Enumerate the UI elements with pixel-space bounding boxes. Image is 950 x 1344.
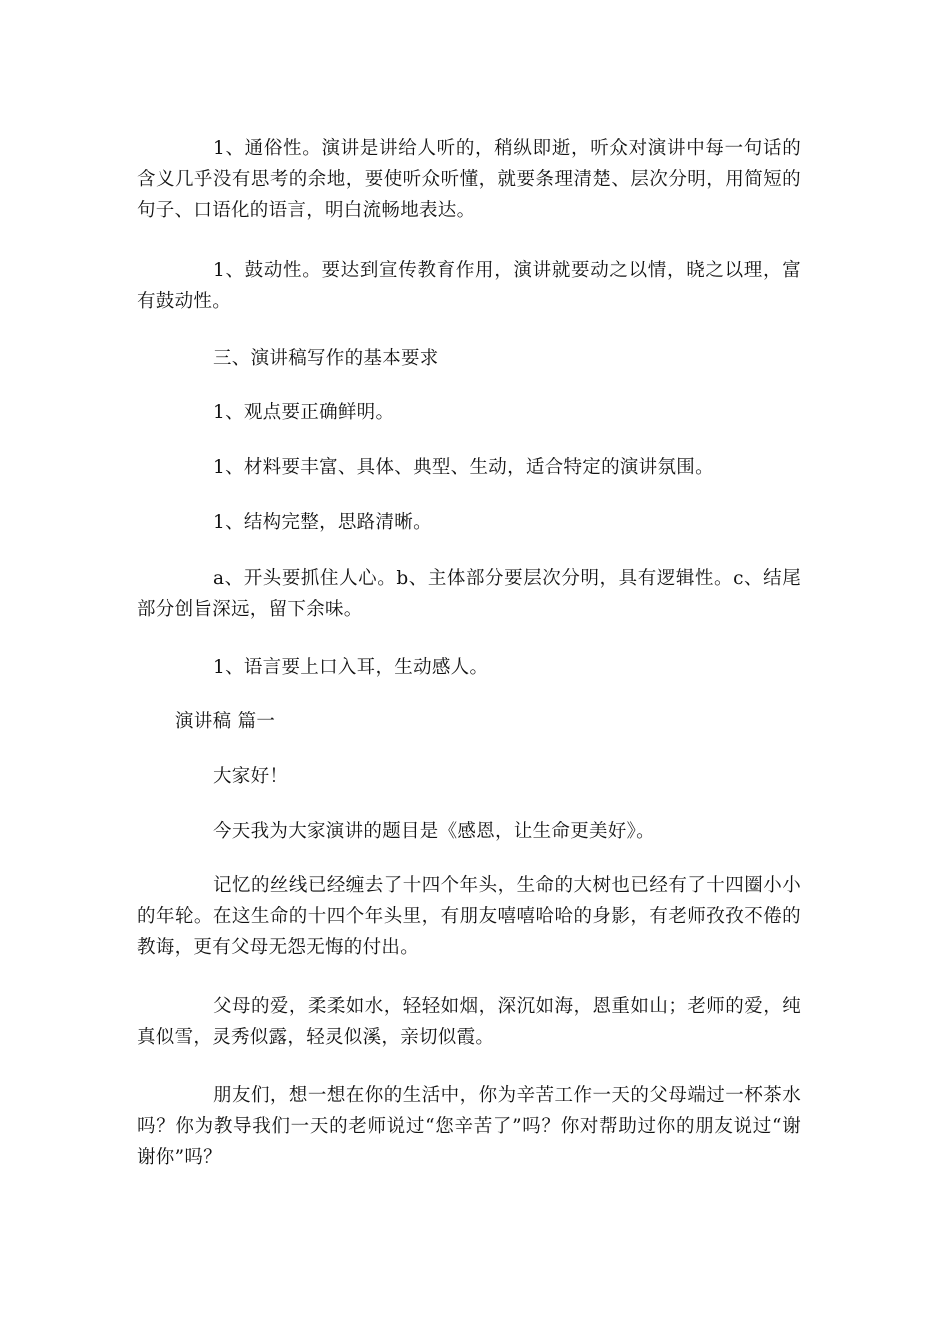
- paragraph-requirements-heading: 三、演讲稿写作的基本要求: [213, 348, 439, 369]
- paragraph-popularity: 1、通俗性。演讲是讲给人听的，稍纵即逝，听众对演讲中每一句话的含义几乎没有思考的余地，要使听众听懂，就要条理清楚、层次分明，用简短的句子、口语化的语言，明白流畅地表达。: [137, 138, 801, 221]
- paragraph-structure: 1、结构完整，思路清晰。: [213, 512, 432, 533]
- paragraph-language: 1、语言要上口入耳，生动感人。: [213, 657, 489, 678]
- speech-topic: 今天我为大家演讲的题目是《感恩，让生命更美好》。: [213, 821, 655, 842]
- section-heading: 演讲稿 篇一: [175, 711, 276, 732]
- speech-greeting: 大家好！: [213, 766, 289, 787]
- speech-memory: 记忆的丝线已经缠去了十四个年头，生命的大树也已经有了十四圈小小的年轮。在这生命的十四个年头里，有朋友嘻嘻哈哈的身影，有老师孜孜不倦的教诲，更有父母无怨无悔的付出。: [137, 875, 801, 958]
- speech-love: 父母的爱，柔柔如水，轻轻如烟，深沉如海，恩重如山；老师的爱，纯真似雪，灵秀似露，轻灵似溪，亲切似霞。: [137, 996, 801, 1048]
- paragraph-viewpoint: 1、观点要正确鲜明。: [213, 402, 395, 423]
- paragraph-structure-details: a、开头要抓住人心。b、主体部分要层次分明，具有逻辑性。c、结尾部分创旨深远，留下余味。: [137, 568, 801, 620]
- paragraph-material: 1、材料要丰富、具体、典型、生动，适合特定的演讲氛围。: [213, 457, 714, 478]
- speech-friends: 朋友们，想一想在你的生活中，你为辛苦工作一天的父母端过一杯茶水吗？你为教导我们一天的老师说过“您辛苦了”吗？你对帮助过你的朋友说过“谢谢你”吗？: [137, 1085, 801, 1168]
- paragraph-inspiring: 1、鼓动性。要达到宣传教育作用，演讲就要动之以情，晓之以理，富有鼓动性。: [137, 260, 801, 312]
